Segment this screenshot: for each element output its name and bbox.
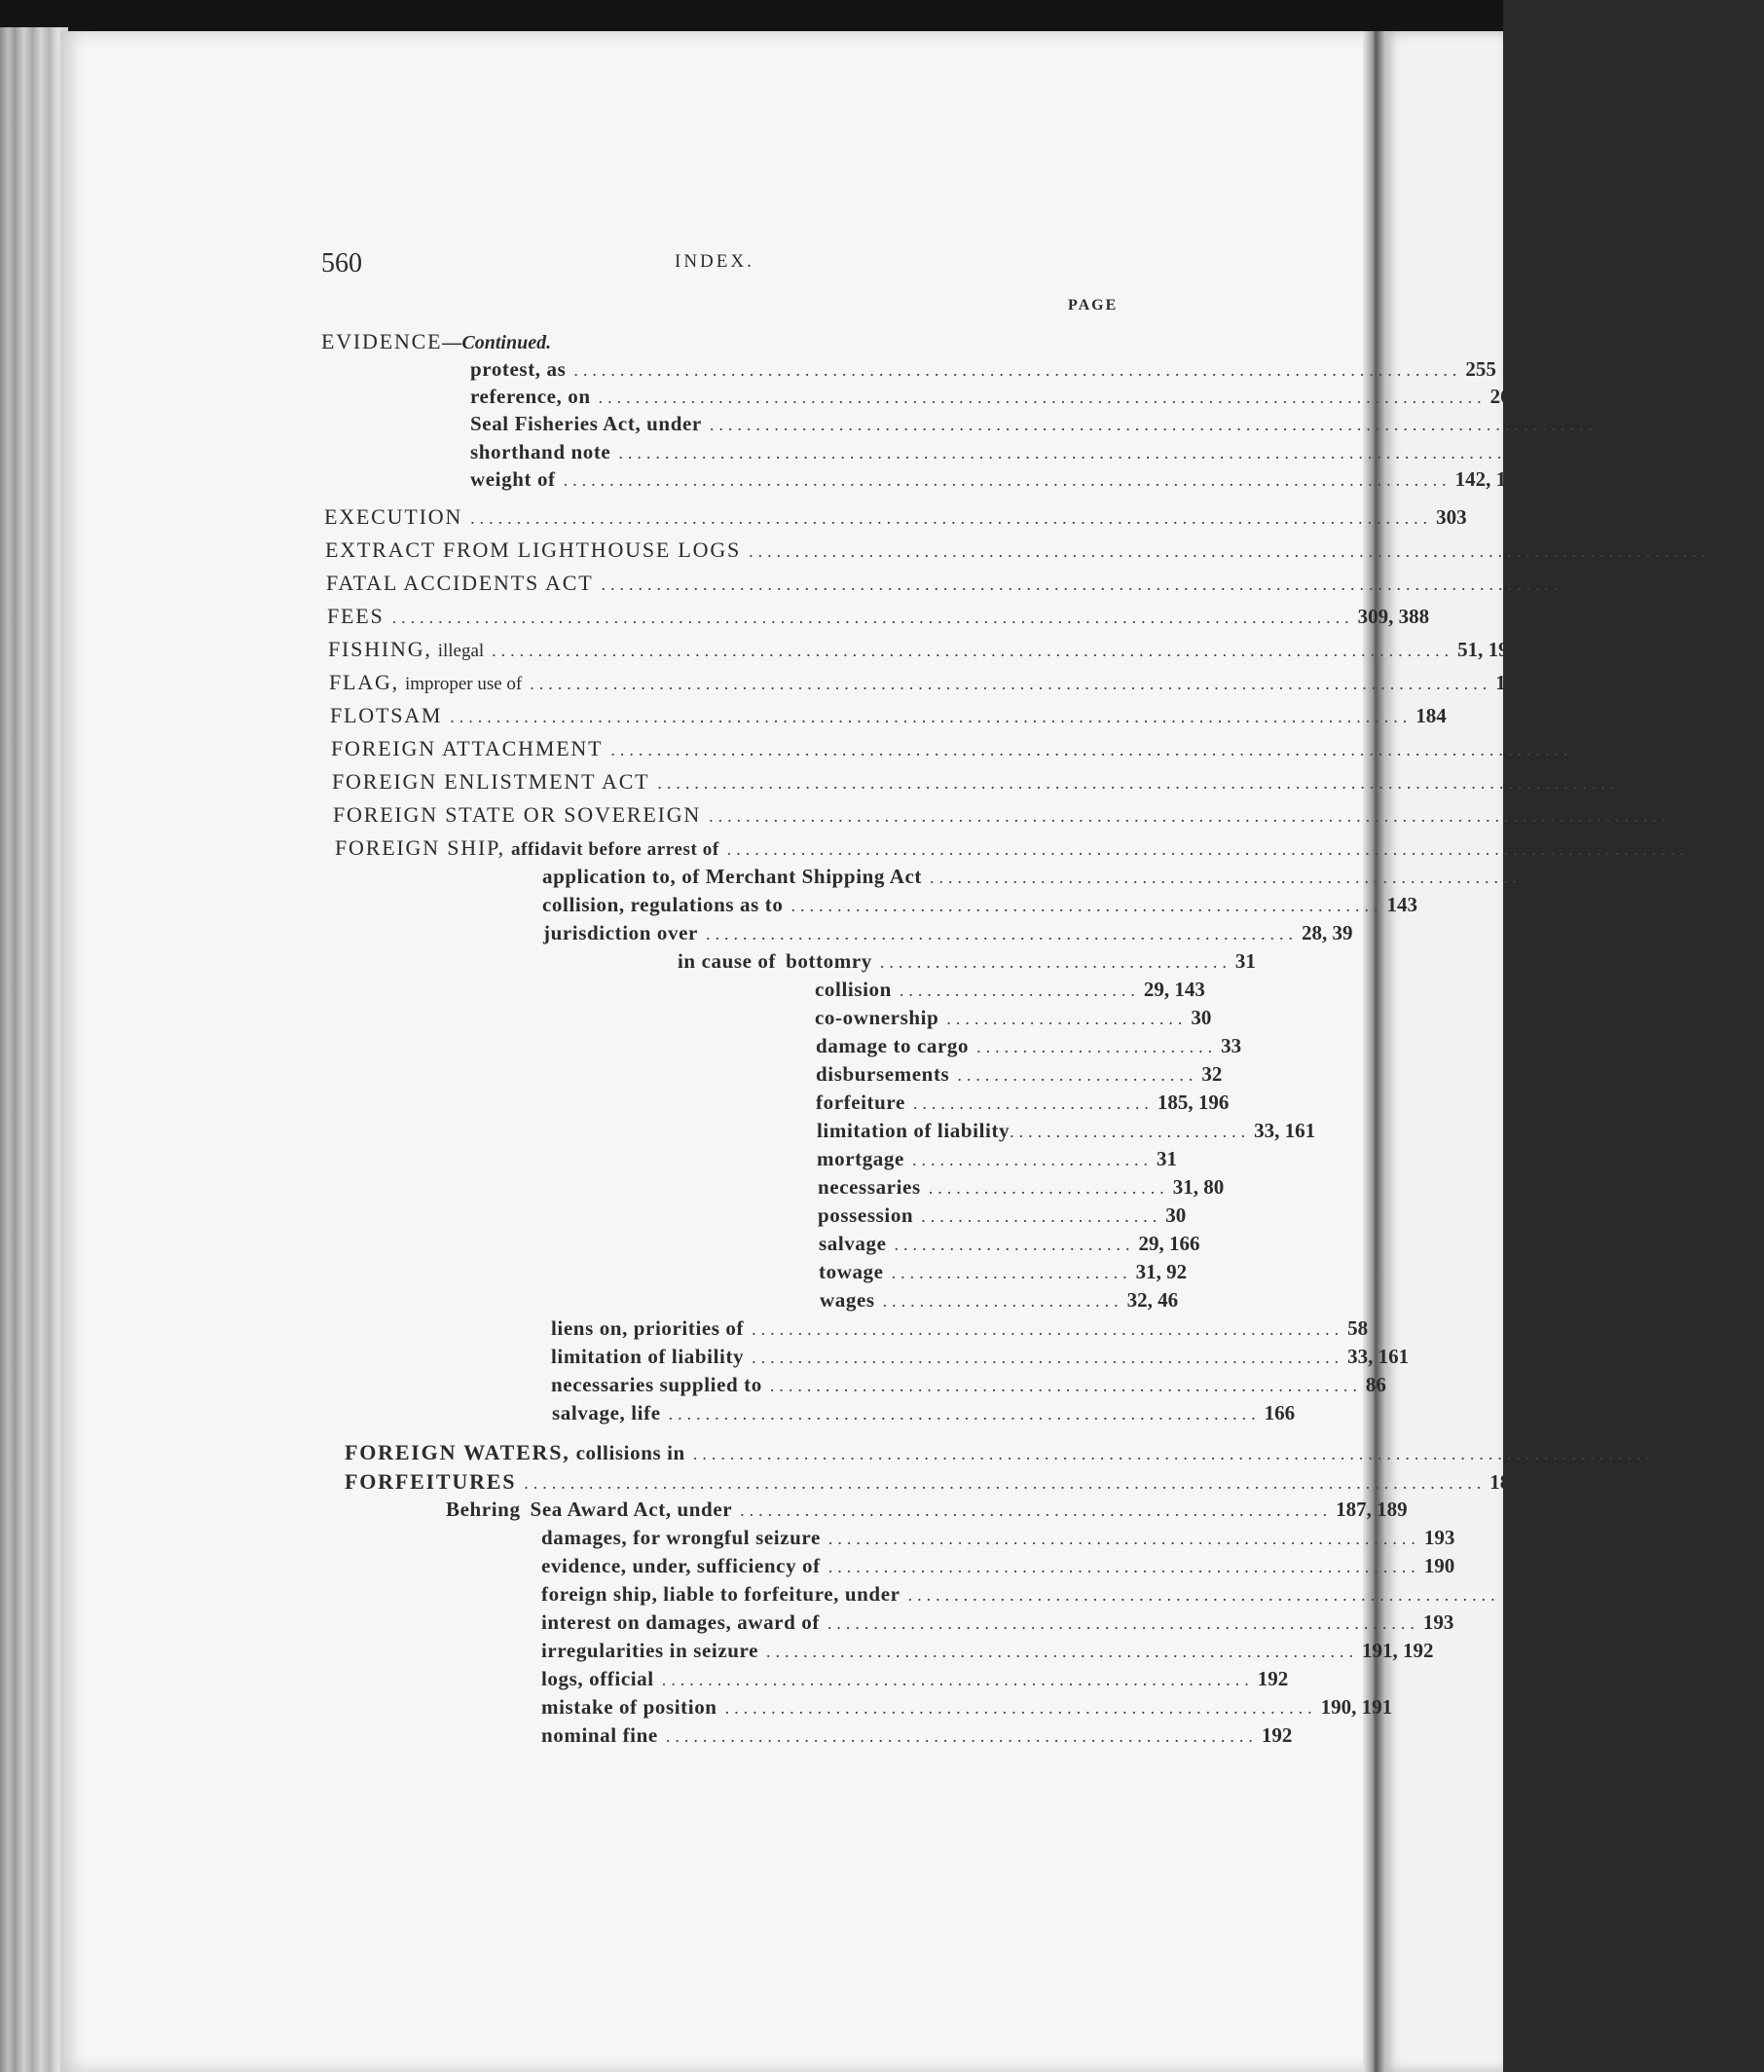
index-entry [327,604,1430,633]
entry-heading: FLAG, [329,670,399,694]
page-reference: 33 [1221,1034,1242,1057]
entry-heading: FOREIGN SHIP, [335,835,505,860]
index-heading-evidence [321,329,1129,358]
entry-label: collision [815,978,892,1001]
index-subentry [541,1639,1434,1668]
page-reference: 32, 46 [1126,1288,1179,1312]
leader-dots: ........................................................................................................ [470,508,1433,528]
leader-dots: .......................... [946,1009,1188,1028]
index-entry-forfeitures [345,1469,1521,1498]
index-subentry [817,1119,1316,1148]
index-subentry [541,1695,1393,1724]
leader-dots: ................................................................ [827,1613,1419,1633]
index-subentry [818,1203,1187,1233]
entry-qualifier: illegal [437,641,485,661]
page-reference: 260 [1510,440,1541,463]
page-reference: 28, 39 [1301,921,1353,944]
entry-label: possession [818,1203,914,1227]
page-reference: 191 [1600,412,1633,435]
entry-heading: EXTRACT FROM LIGHTHOUSE LOGS [325,537,742,562]
entry-label: affidavit before arrest of [510,839,719,860]
index-entry-foreign-ship [335,835,1764,865]
leader-dots: ................................................................ [827,1529,1420,1548]
page-reference: 32 [1201,1062,1223,1086]
entry-label: irregularities in seizure [541,1639,759,1662]
leader-dots: ................................................................ [740,1500,1333,1520]
entry-label: nominal fine [541,1723,658,1747]
page-reference: 15 [1674,803,1696,827]
page-reference: 166 [1264,1401,1296,1424]
entry-label: collision, regulations as to [542,893,784,916]
leader-dots: ................................................................................................ [573,360,1462,380]
entry-label: protest, as [470,357,567,381]
leader-dots: .......................... [899,980,1140,1000]
entry-prefix: in cause of [678,949,777,973]
entry-label: weight of [470,467,556,491]
leader-dots: ........................................................................................................ [726,839,1689,859]
entry-heading: FOREIGN WATERS, [345,1440,570,1464]
leader-dots: ........................................................................................................ [601,574,1563,594]
leader-dots: ................................................................ [766,1642,1359,1661]
index-subentry [551,1373,1386,1402]
leader-dots: .......................... [1010,1122,1251,1141]
page-reference: 197 [1495,671,1526,694]
index-entry [324,504,1467,534]
page-reference: 31 [1156,1147,1177,1170]
leader-dots: ................................................................ [907,1585,1500,1605]
index-entry [325,537,1746,567]
page-reference: 191, 192 [1362,1639,1434,1662]
page-reference: 190 [1503,1582,1535,1606]
page-reference: 86 [1365,1373,1386,1396]
page-reference: 193 [1423,1526,1455,1549]
scan-top-edge [0,0,1503,33]
index-entry-foreign-waters [345,1440,1679,1469]
continued-label: —Continued. [442,332,552,353]
page-reference: 29 [1658,1441,1679,1464]
leader-dots: ........................................................................................................ [709,806,1672,826]
index-subentry [815,978,1205,1007]
entry-qualifier: improper use of [404,674,523,694]
entry-heading: FORFEITURES [345,1469,517,1494]
leader-dots: ................................................................ [661,1670,1254,1689]
leader-dots: ........................................................................................................ [492,641,1454,660]
entry-label: salvage, life [552,1401,661,1424]
index-subentry [541,1526,1455,1555]
index-subentry [816,1091,1230,1120]
entry-heading: FLOTSAM [330,703,443,727]
entry-heading: FOREIGN STATE OR SOVEREIGN [333,802,702,827]
entry-heading: FEES [327,604,385,628]
entry-label: towage [819,1260,884,1283]
entry-label: necessaries supplied to [551,1373,762,1396]
leader-dots: ........................................................................................................ [524,1473,1487,1493]
leader-dots: ................................................................ [668,1404,1261,1424]
facing-page-edge [1384,31,1503,2072]
leader-dots: ................................................................ [665,1726,1258,1746]
entry-label: mistake of position [541,1695,717,1719]
leader-dots: ................................................................................................ [563,470,1452,490]
leader-dots: ........................................................................................................ [530,674,1492,693]
entry-label: bottomry [786,949,872,973]
entry-label: application to, of Merchant Shipping Act [542,865,922,888]
page-reference: 190 [1423,1554,1455,1577]
leader-dots: ........................................................................................................ [610,740,1573,759]
index-subentry [678,949,1256,979]
index-subentry [470,357,1496,387]
entry-qualifier: collisions in [575,1441,685,1464]
entry-label: forfeiture [816,1091,905,1114]
page-reference: 303 [1436,505,1467,529]
entry-label: interest on damages, award of [541,1610,820,1634]
leader-dots: ................................................................ [790,896,1383,915]
index-subentry [819,1260,1188,1289]
entry-label: liens on, priorities of [551,1316,745,1340]
page-reference: 31 [1234,949,1256,973]
running-head: INDEX. [675,251,754,272]
index-subentry [470,385,1522,414]
page-reference: 31, 92 [1135,1260,1188,1283]
leader-dots: .......................... [911,1150,1153,1169]
index-subentry [551,1316,1369,1346]
page-reference: 29, 143 [1143,978,1205,1001]
entry-label: necessaries [818,1175,921,1199]
leader-dots: .......................... [891,1263,1132,1282]
entry-label: shorthand note [470,440,611,463]
entry-label: Seal Fisheries Act, under [470,412,702,435]
index-subentry [552,1401,1296,1430]
index-subentry [470,440,1541,469]
entry-label: foreign ship, liable to forfeiture, under [541,1582,900,1606]
entry-heading: FATAL ACCIDENTS ACT [326,571,594,595]
leader-dots: ...................................... [879,952,1231,972]
page-reference: 228, 229 [1692,836,1764,860]
entry-prefix: Behring [446,1498,521,1521]
index-entry [326,571,1637,600]
page-reference: 309, 388 [1357,605,1430,628]
entry-heading: FISHING, [328,637,432,661]
page-reference: 186 [1489,1470,1521,1494]
page-reference: 58 [1347,1316,1369,1340]
page-reference: 184 [1415,704,1447,727]
index-entry [330,703,1447,732]
entry-label: reference, on [470,385,591,408]
entry-label: wages [820,1288,875,1312]
page-reference: 33, 161 [1347,1345,1410,1368]
index-entry [329,670,1526,699]
leader-dots: .......................... [957,1065,1198,1085]
book-spine-fold [1363,31,1384,2072]
page-reference: 33, 161 [1254,1119,1316,1142]
index-subentry [819,1232,1200,1261]
index-entry [331,736,1628,765]
index-subentry [446,1498,1408,1527]
page-number: 560 [321,248,362,278]
page-reference: 192 [1257,1667,1289,1690]
entry-label: damages, for wrongful seizure [541,1526,821,1549]
leader-dots: ................................................................ [929,868,1522,887]
page-reference: 269 [1489,385,1522,408]
leader-dots: .......................... [928,1178,1169,1198]
leader-dots: ........................................................................................................ [391,608,1354,627]
leader-dots: .......................... [976,1037,1218,1056]
entry-label: logs, official [541,1667,654,1690]
page-reference: 198 [1623,770,1654,794]
leader-dots: ........................................................................................................ [749,541,1711,561]
entry-label: limitation of liability [551,1345,745,1368]
index-subentry [541,1610,1454,1640]
entry-label: damage to cargo [816,1034,970,1057]
leader-dots: ................................................................................................ [598,388,1487,407]
page-reference: 192 [1261,1723,1293,1747]
page-reference: 30 [1191,1006,1212,1029]
entry-heading: FOREIGN ATTACHMENT [331,736,604,760]
page-reference: 190, 191 [1320,1695,1393,1719]
entry-label: disbursements [816,1062,950,1086]
index-subentry [541,1667,1289,1696]
page-reference: 31, 80 [1172,1175,1225,1199]
leader-dots: ................................................................ [724,1698,1317,1718]
leader-dots: ........................................................................................................ [692,1444,1655,1463]
leader-dots: ........................................................................................................ [450,707,1413,726]
index-subentry [543,921,1353,950]
index-subentry [820,1288,1179,1317]
page-reference: 142, 149, 256 [1454,467,1568,491]
index-subentry [470,467,1568,497]
page-column-label: PAGE [1068,297,1119,314]
leader-dots: .......................... [882,1291,1123,1311]
page-reference: 187, 189 [1336,1498,1408,1521]
index-entry [332,769,1654,798]
index-subentry [551,1345,1410,1374]
index-subentry [818,1175,1225,1204]
page-reference: 12, 20 [1576,737,1628,760]
page-reference: 193 [1422,1610,1454,1634]
entry-heading: FOREIGN ENLISTMENT ACT [332,769,650,794]
leader-dots: ................................................................ [752,1348,1344,1367]
page-reference: 255 [1465,357,1496,381]
index-entry [328,637,1520,666]
leader-dots: ................................................................................................ [618,443,1507,462]
entry-label: mortgage [817,1147,904,1170]
entry-label: limitation of liability [817,1119,1011,1142]
leader-dots: ................................................................................................ [709,415,1598,434]
page-reference: 54 [1525,865,1546,888]
index-subentry [541,1723,1293,1753]
leader-dots: ................................................................ [752,1319,1344,1339]
leader-dots: ................................................................ [705,924,1298,944]
index-subentry [541,1554,1455,1583]
page-reference: 143 [1386,893,1417,916]
page-reference: 51, 193 [1457,638,1520,661]
index-subentry [815,1006,1212,1035]
index-subentry [817,1147,1177,1176]
index-subentry [816,1062,1223,1092]
index-subentry [542,893,1417,922]
leader-dots: ................................................................ [769,1376,1362,1395]
leader-dots: .......................... [894,1235,1135,1254]
index-subentry [541,1582,1535,1611]
page-reference: 29, 166 [1138,1232,1200,1255]
leader-dots: .......................... [912,1093,1154,1113]
entry-label: co-ownership [815,1006,939,1029]
entry-heading: EXECUTION [324,504,463,529]
leader-dots: ................................................................ [827,1557,1420,1576]
book-page-edges [0,27,68,2072]
leader-dots: .......................... [921,1206,1162,1226]
leader-dots: ........................................................................................................ [657,773,1620,793]
index-subentry [816,1034,1242,1063]
page-reference: 30 [1165,1203,1187,1227]
entry-heading: EVIDENCE [321,329,443,353]
index-entry [333,802,1696,832]
entry-label: Sea Award Act, under [530,1498,733,1521]
page-reference: 185, 196 [1157,1091,1230,1114]
page-reference: 115, 264 [1566,572,1637,595]
index-subentry [542,865,1546,894]
entry-label: salvage [819,1232,887,1255]
index-subentry [470,412,1633,441]
page-reference: 255 [1714,538,1746,562]
entry-label: jurisdiction over [543,921,698,944]
entry-label: evidence, under, sufficiency of [541,1554,821,1577]
